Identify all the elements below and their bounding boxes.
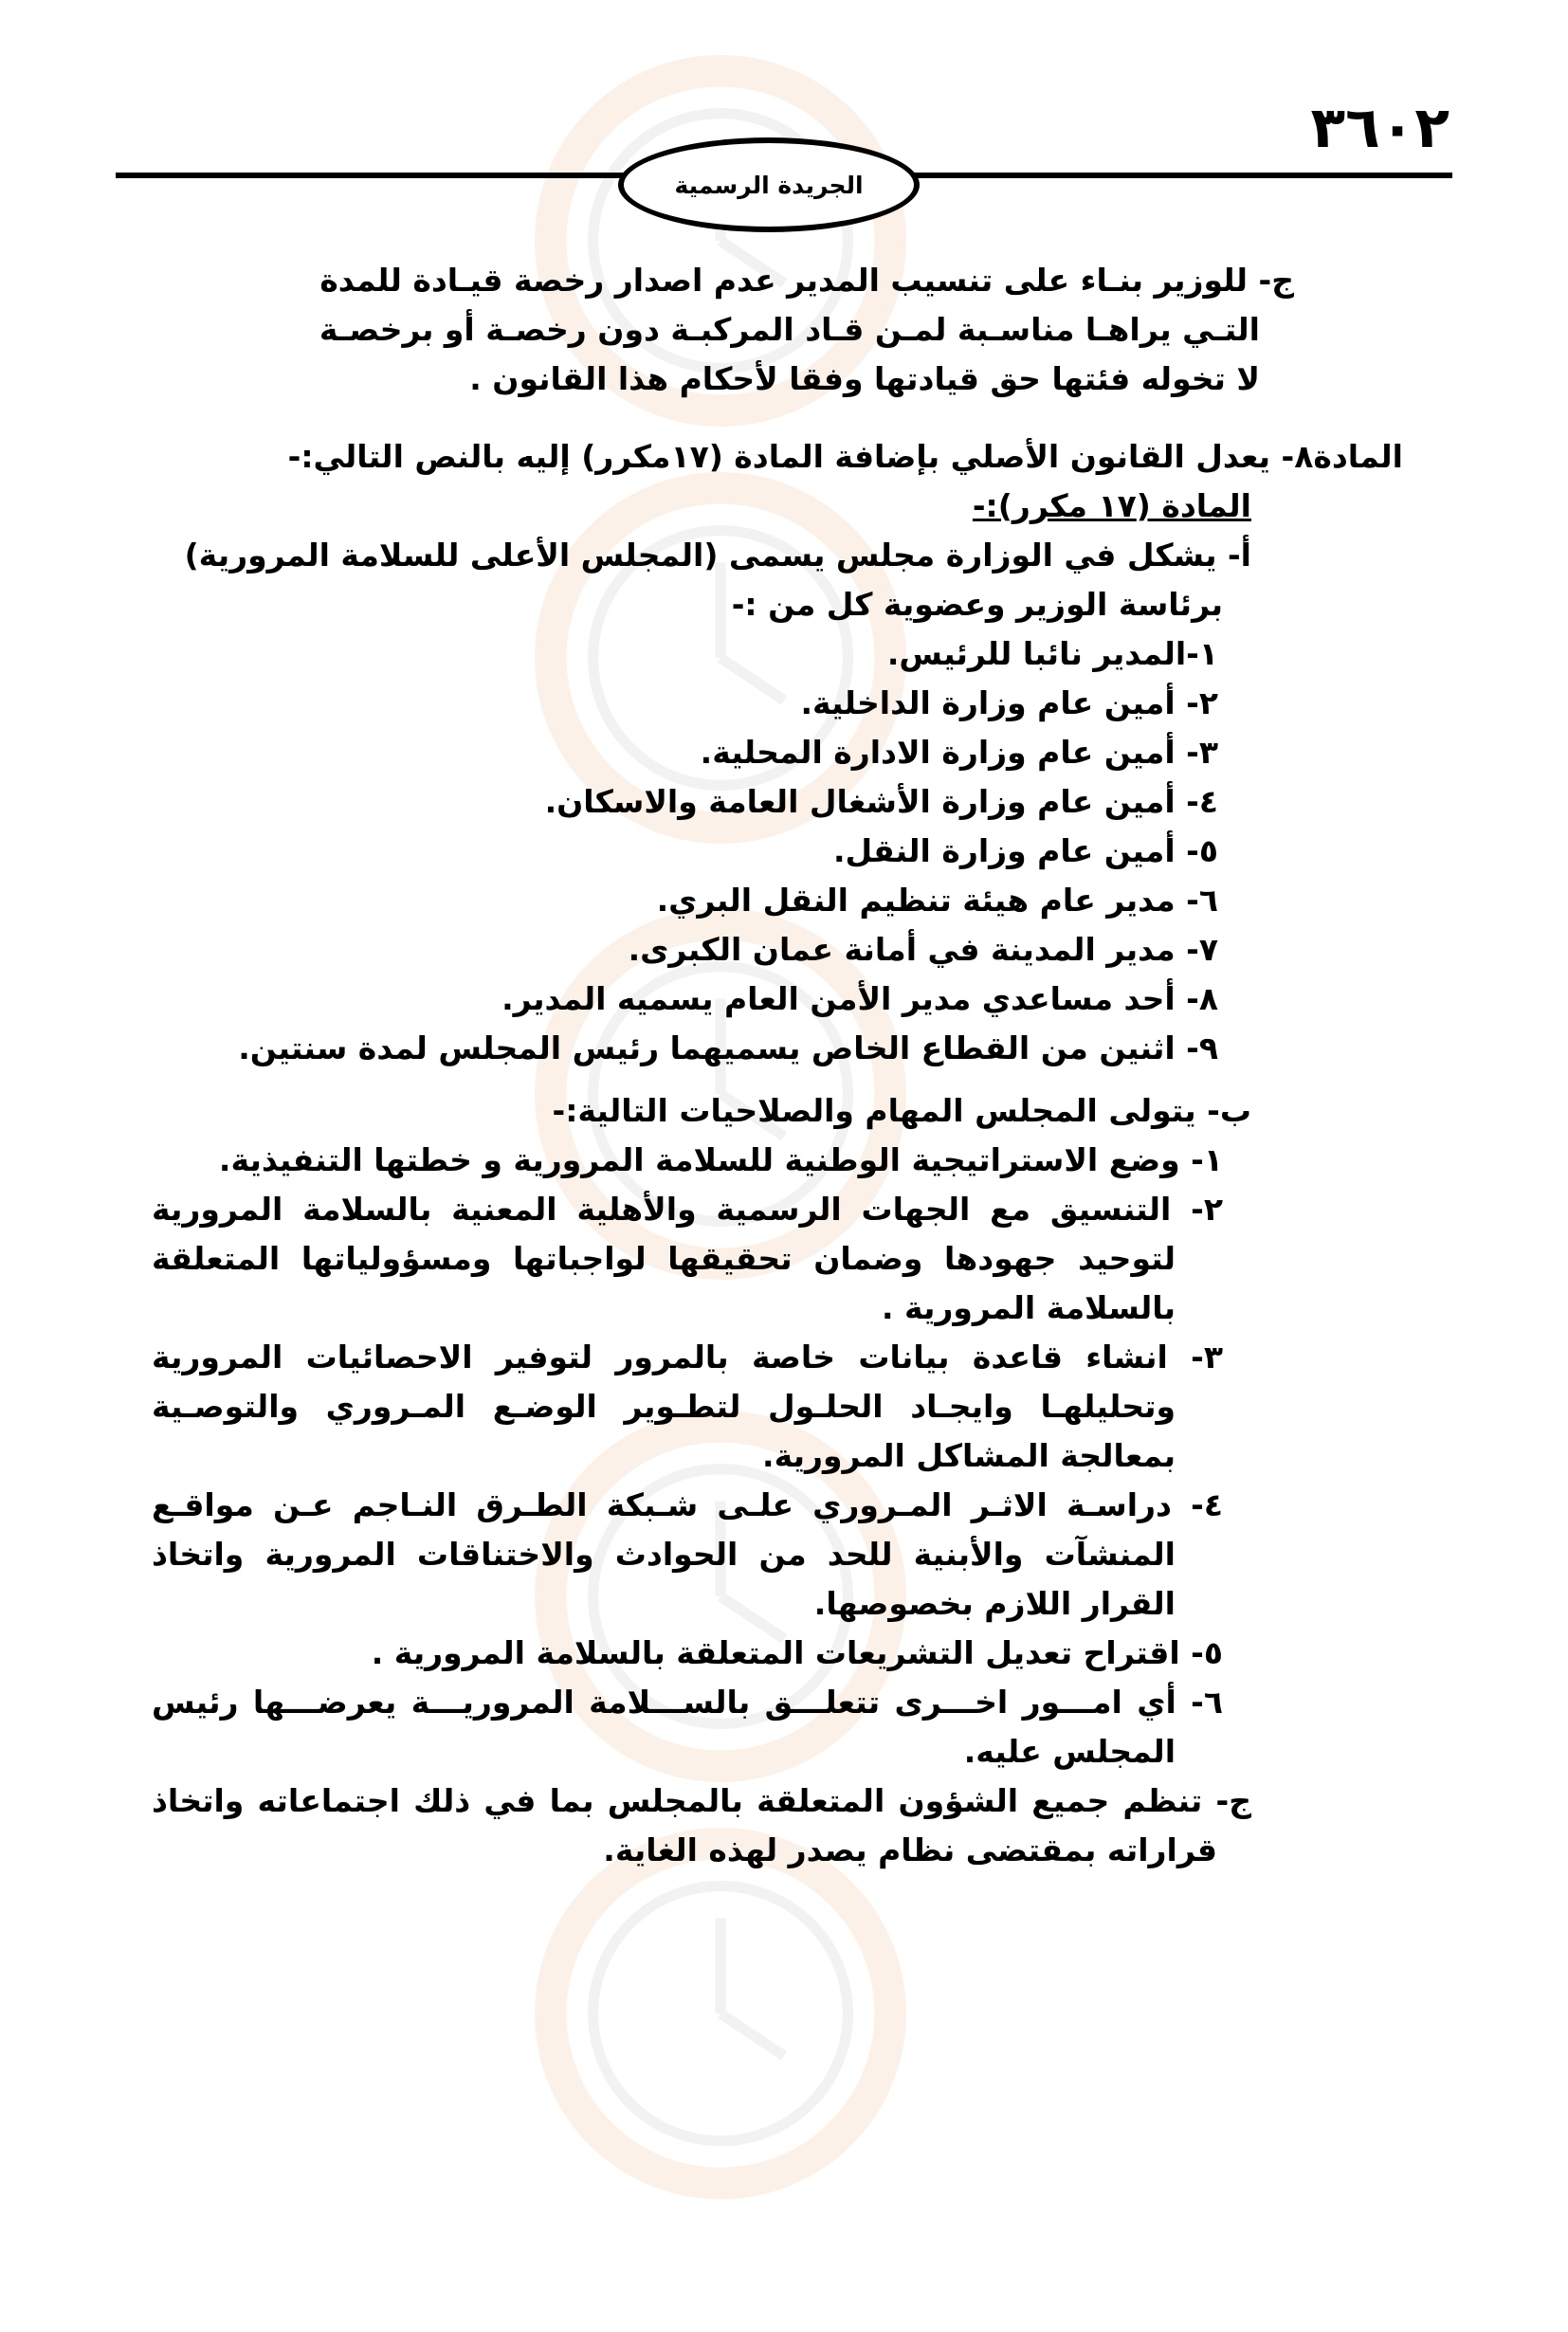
list-item: ٣- أمين عام وزارة الادارة المحلية. xyxy=(700,734,1218,771)
list-item: ٨- أحد مساعدي مدير الأمن العام يسميه المدير. xyxy=(501,980,1218,1017)
clause-c-line: ج- للوزير بنـاء على تنسيب المدير عدم اصدار رخصة قيـادة للمدة xyxy=(319,262,1294,299)
list-item: ٢- أمين عام وزارة الداخلية. xyxy=(800,684,1218,721)
list-item: ١- وضع الاستراتيجية الوطنية للسلامة المرورية و خطتها التنفيذية. xyxy=(218,1141,1223,1178)
gazette-title: الجريدة الرسمية xyxy=(618,137,920,232)
list-item: ٦- أي امـــور اخـــرى تتعلـــق بالســـلامة المروريـــة يعرضـــها رئيس المجلس عليه. xyxy=(152,1684,1223,1770)
article-8-heading: المادة٨- يعدل القانون الأصلي بإضافة المادة (١٧مكرر) إليه بالنص التالي:- xyxy=(287,438,1403,475)
list-item: ٤- أمين عام وزارة الأشغال العامة والاسكان. xyxy=(544,783,1218,820)
page-number: ٣٦٠٢ xyxy=(1310,95,1449,161)
clause-c-final: ج- تنظم جميع الشؤون المتعلقة بالمجلس بما في ذلك اجتماعاته واتخاذ قراراته بمقتضى نظام يصدر لهذه الغاية. xyxy=(152,1782,1251,1868)
list-item: ٥- أمين عام وزارة النقل. xyxy=(832,832,1218,869)
members-list xyxy=(152,629,1403,1073)
clause-a-line: أ- يشكل في الوزارة مجلس يسمى (المجلس الأعلى للسلامة المرورية) xyxy=(184,537,1251,574)
duties-list xyxy=(152,1136,1403,1776)
list-item: ٢- التنسيق مع الجهات الرسمية والأهلية المعنية بالسلامة المرورية لتوحيد جهودها وضمان تحقيقها لواجباتها ومسؤولياتها المتعلقة بالسلامة المرورية . xyxy=(152,1191,1223,1326)
article-17bis-title: المادة (١٧ مكرر):- xyxy=(972,487,1251,524)
list-item: ٩- اثنين من القطاع الخاص يسميهما رئيس المجلس لمدة سنتين. xyxy=(238,1029,1218,1066)
list-item: ٥- اقتراح تعديل التشريعات المتعلقة بالسلامة المرورية . xyxy=(371,1634,1223,1671)
clause-c-line: لا تخوله فئتها حق قيادتها وفقا لأحكام هذا القانون . xyxy=(469,360,1260,397)
clause-a-line: برئاسة الوزير وعضوية كل من :- xyxy=(731,586,1223,623)
clause-b-heading: ب- يتولى المجلس المهام والصلاحيات التالية:- xyxy=(552,1092,1251,1129)
clause-c xyxy=(152,256,1294,404)
list-item: ٣- انشاء قاعدة بيانات خاصة بالمرور لتوفير الاحصائيات المرورية وتحليلهـا وايجـاد الحلـول لتطـوير الوضـع المـروري والتوصـية بمعالجة المشاكل المرورية. xyxy=(152,1339,1223,1474)
list-item: ٦- مدير عام هيئة تنظيم النقل البري. xyxy=(656,882,1218,919)
clause-c-line: التـي يراهـا مناسـبة لمـن قـاد المركبـة دون رخصـة أو برخصـة xyxy=(319,311,1260,348)
list-item: ٤- دراسـة الاثـر المـروري علـى شـبكة الطـرق النـاجم عـن مواقـع المنشآت والأبنية للحد من الحوادث والاختناقات المرورية واتخاذ القرار اللازم بخصوصها. xyxy=(152,1486,1223,1622)
watermark-clock-icon xyxy=(455,1801,986,2332)
list-item: ١-المدير نائبا للرئيس. xyxy=(886,635,1218,672)
document-body xyxy=(152,256,1403,1875)
list-item: ٧- مدير المدينة في أمانة عمان الكبرى. xyxy=(628,931,1218,968)
